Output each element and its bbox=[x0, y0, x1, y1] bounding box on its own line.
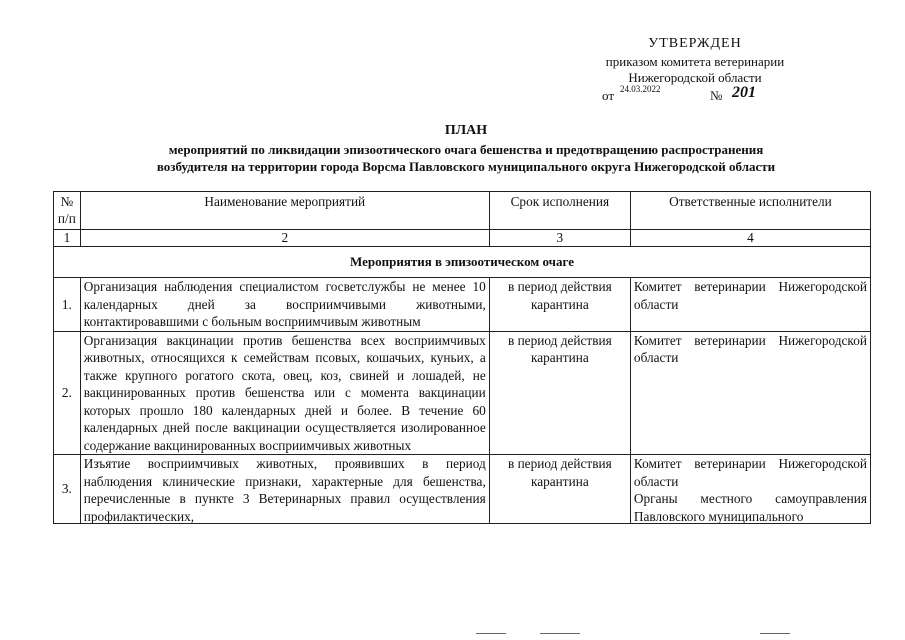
responsible-2: Органы местного самоуправления Павловского муниципального bbox=[633, 491, 867, 523]
table-row bbox=[54, 331, 871, 455]
title-line-2: возбудителя на территории города Ворсма Павловского муниципального округа Нижегородской области bbox=[156, 159, 776, 174]
plan-table bbox=[53, 191, 871, 524]
row-responsible: Комитет ветеринарии Нижегородской области bbox=[630, 331, 870, 455]
row-name: Изъятие восприимчивых животных, проявивших в период наблюдения клинические признаки, характерные для бешенства, перечисленные в пункте 3 Ветеринарных правил осуществления профилактических, bbox=[83, 456, 486, 523]
column-number: 3 bbox=[489, 230, 630, 247]
row-number: 2. bbox=[54, 331, 81, 455]
approval-line-2: Нижегородской области bbox=[628, 70, 762, 85]
row-term: в период действия карантина bbox=[489, 331, 630, 455]
approval-heading: УТВЕРЖДЕН bbox=[648, 36, 742, 51]
scan-artifact bbox=[760, 633, 790, 634]
scan-artifact bbox=[476, 633, 506, 634]
approval-block bbox=[580, 36, 810, 102]
approval-date: 24.03.2022 bbox=[620, 84, 661, 94]
row-name: Организация наблюдения специалистом госветслужбы не менее 10 календарных дней за восприимчивыми животными, контактировавшими с больным восприимчивым животным bbox=[80, 278, 489, 332]
row-term: в период действия карантина bbox=[489, 455, 630, 524]
column-number: 4 bbox=[630, 230, 870, 247]
row-responsible bbox=[634, 455, 867, 523]
number-label: № bbox=[710, 88, 723, 103]
title-line-1: мероприятий по ликвидации эпизоотического очага бешенства и предотвращению распространения bbox=[168, 142, 764, 157]
approval-line-1: приказом комитета ветеринарии bbox=[605, 54, 785, 69]
section-row bbox=[54, 247, 871, 278]
table-header-row bbox=[54, 192, 871, 230]
row-term: в период действия карантина bbox=[489, 278, 630, 332]
header-num: № п/п bbox=[54, 192, 81, 230]
row-number: 1. bbox=[54, 278, 81, 332]
column-number: 2 bbox=[80, 230, 489, 247]
order-number: 201 bbox=[732, 84, 756, 101]
document-title bbox=[60, 122, 872, 175]
responsible-1: Комитет ветеринарии Нижегородской области bbox=[633, 456, 867, 489]
row-name: Организация вакцинации против бешенства всех восприимчивых животных, относящихся к семействам псовых, кошачьих, куньих, а также крупного рогатого скота, овец, коз, свиней и лошадей, не вакцинированных против бешенства или с момента вакцинации которых прошло 180 календарных дней и более. В течение 60 календарных дней после вакцинации осуществляется изолированное содержание вакцинированных восприимчивых животных bbox=[80, 331, 489, 455]
date-prefix: от bbox=[602, 88, 615, 103]
table-row bbox=[54, 455, 871, 524]
approval-date-line bbox=[580, 86, 810, 102]
column-number: 1 bbox=[54, 230, 81, 247]
scan-artifact bbox=[540, 633, 580, 634]
table-row bbox=[54, 278, 871, 332]
row-number: 3. bbox=[54, 455, 81, 524]
header-name: Наименование мероприятий bbox=[80, 192, 489, 230]
header-resp: Ответственные исполнители bbox=[630, 192, 870, 230]
header-term: Срок исполнения bbox=[489, 192, 630, 230]
title-heading: ПЛАН bbox=[444, 123, 488, 138]
row-responsible: Комитет ветеринарии Нижегородской области bbox=[630, 278, 870, 332]
section-title: Мероприятия в эпизоотическом очаге bbox=[54, 247, 871, 278]
column-number-row bbox=[54, 230, 871, 247]
